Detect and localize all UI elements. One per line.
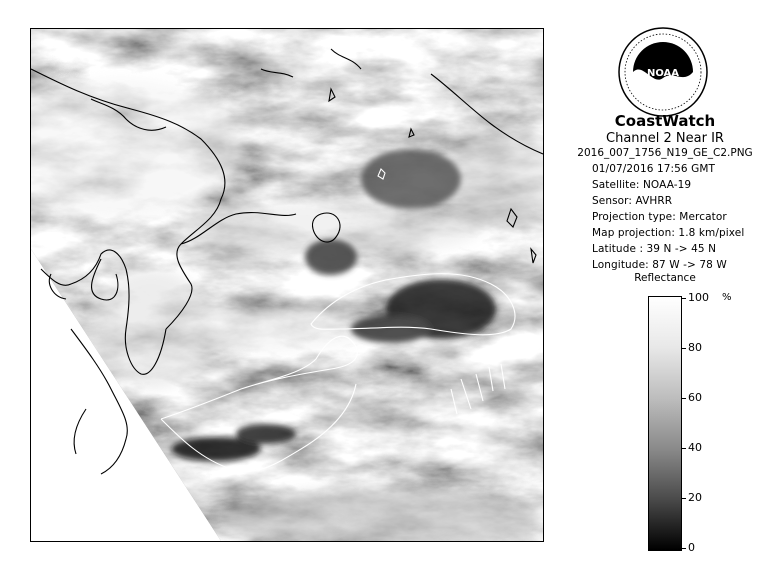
colorbar-unit: %	[722, 292, 732, 303]
latitude-label: Latitude : 39 N -> 45 N	[592, 243, 717, 255]
colorbar-tick	[681, 348, 686, 349]
longitude-label: Longitude: 87 W -> 78 W	[592, 259, 727, 271]
colorbar-tick-label: 40	[688, 441, 702, 454]
product-title: Channel 2 Near IR	[606, 131, 724, 146]
noaa-logo-icon	[617, 26, 709, 118]
colorbar-tick-label: 80	[688, 341, 702, 354]
svg-text:NOAA: NOAA	[646, 68, 680, 79]
legend-panel	[560, 20, 770, 560]
colorbar-tick	[681, 448, 686, 449]
colorbar-tick-label: 100	[688, 291, 709, 304]
colorbar-tick	[681, 398, 686, 399]
colorbar-tick-label: 0	[688, 541, 695, 554]
brand-title: CoastWatch	[614, 112, 716, 130]
sensor-label: Sensor: AVHRR	[592, 195, 673, 207]
satellite-map[interactable]	[30, 28, 544, 542]
colorbar-tick	[681, 498, 686, 499]
colorbar-tick	[681, 298, 686, 299]
colorbar-tick-label: 60	[688, 391, 702, 404]
satellite-label: Satellite: NOAA-19	[592, 179, 692, 191]
filename-label: 2016_007_1756_N19_GE_C2.PNG	[577, 147, 753, 159]
datetime-label: 01/07/2016 17:56 GMT	[592, 163, 716, 175]
colorbar	[648, 296, 682, 551]
colorbar-tick-label: 20	[688, 491, 702, 504]
colorbar-title: Reflectance	[634, 272, 696, 284]
colorbar-tick	[681, 548, 686, 549]
satellite-imagery	[31, 29, 543, 541]
map-projection-label: Map projection: 1.8 km/pixel	[592, 227, 745, 239]
projection-type-label: Projection type: Mercator	[592, 211, 727, 223]
